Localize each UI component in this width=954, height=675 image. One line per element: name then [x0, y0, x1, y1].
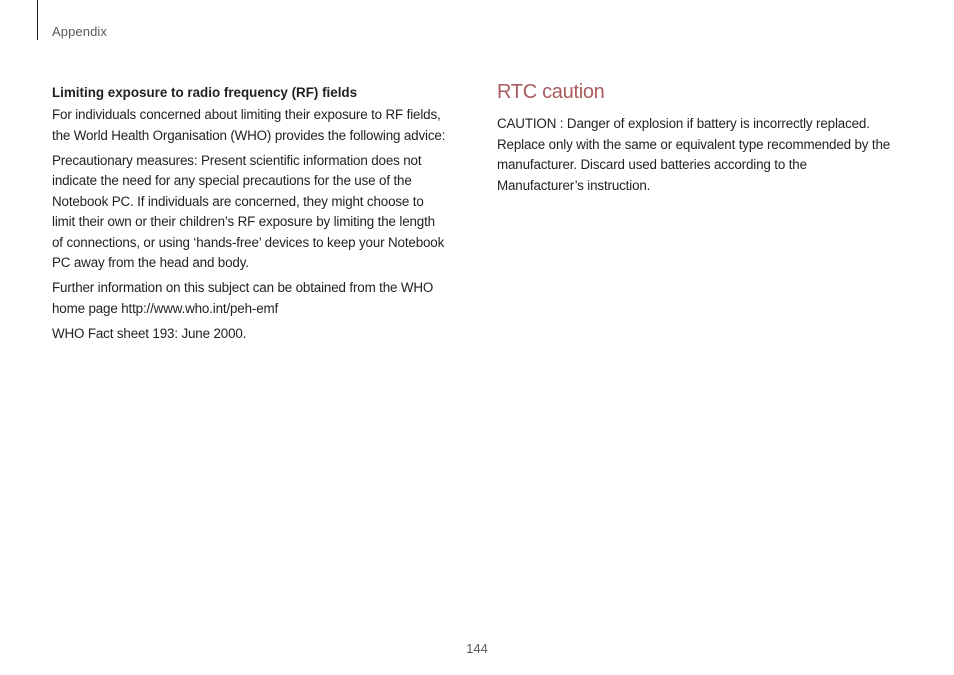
margin-rule: [37, 0, 38, 40]
left-column: [52, 83, 446, 349]
section-title-rtc-caution: RTC caution: [497, 81, 605, 103]
body-paragraph: WHO Fact sheet 193: June 2000.: [52, 325, 247, 341]
running-head: Appendix: [52, 24, 108, 39]
body-paragraph: Further information on this subject can be obtained from the WHO home page http://www.who.int/peh-emf: [52, 280, 434, 316]
body-paragraph: Precautionary measures: Present scientific information does not indicate the need for any special precautions for the use of the Notebook PC. If individuals are concerned, they might choose to limit their own or their children’s RF exposure by limiting the length of connections, or using ‘hands-free’ devices to keep your Notebook PC away from the head and body.: [52, 152, 445, 270]
body-paragraph: For individuals concerned about limiting their exposure to RF fields, the World Health Organisation (WHO) provides the following advice:: [52, 107, 446, 143]
page-number: 144: [466, 641, 488, 656]
rf-exposure-heading: Limiting exposure to radio frequency (RF) fields: [52, 85, 358, 100]
caution-paragraph: CAUTION : Danger of explosion if battery is incorrectly replaced. Replace only with the same or equivalent type recommended by the manufacturer. Discard used batteries according to the Manufacturer’s instruction.: [497, 116, 891, 193]
right-column: [497, 78, 897, 201]
